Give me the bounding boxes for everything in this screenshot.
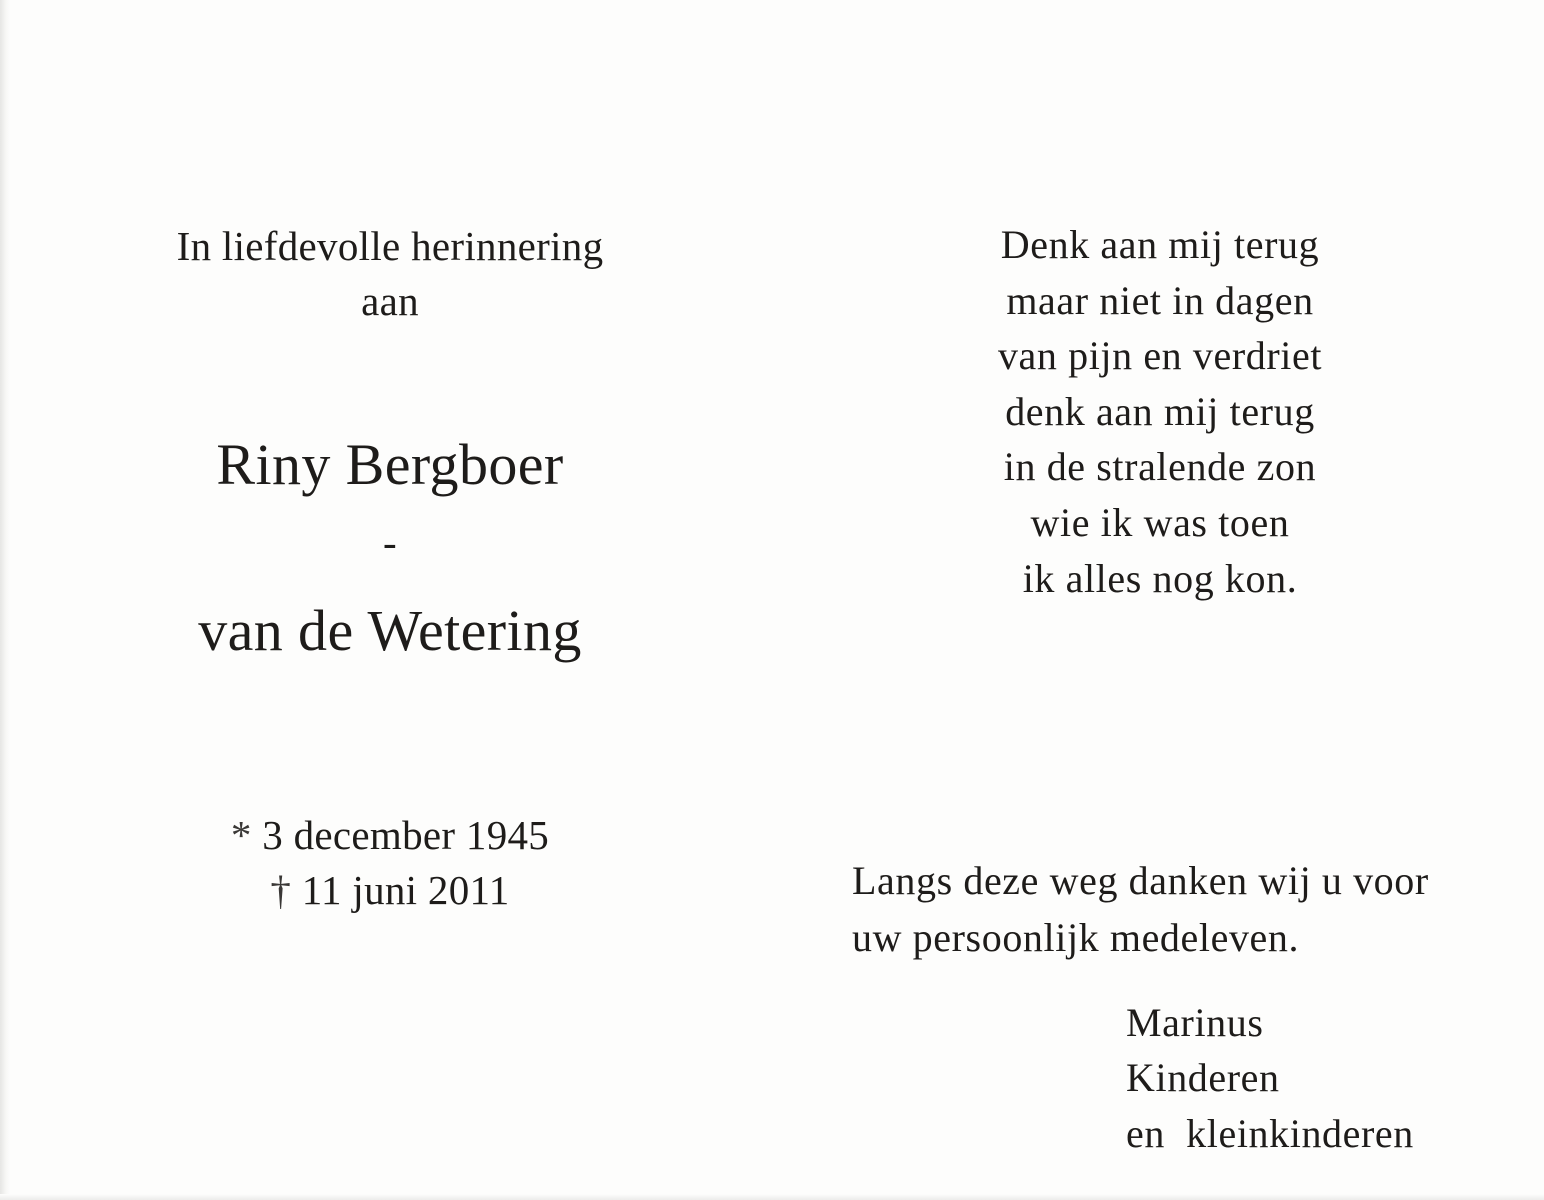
poem-line: in de stralende zon [1003, 444, 1317, 489]
poem-line: maar niet in dagen [1006, 278, 1314, 323]
signature-line-1: Marinus [1126, 1000, 1264, 1045]
name-separator: - [383, 519, 397, 565]
signature-line-3: en kleinkinderen [1126, 1111, 1414, 1156]
card-edge-left [0, 0, 10, 1200]
card-edge-bottom [0, 1194, 1544, 1200]
poem-line: van pijn en verdriet [997, 333, 1323, 378]
signature-line-2: Kinderen [1126, 1055, 1280, 1100]
thanks-line-1: Langs deze weg danken wij u voor [852, 858, 1429, 903]
birth-date-line [90, 812, 690, 858]
name-second: van de Wetering [198, 598, 582, 663]
name-first: Riny Bergboer [216, 432, 564, 497]
birth-date: 3 december 1945 [262, 812, 550, 858]
death-date-line [90, 867, 690, 913]
birth-star-icon: * [230, 812, 252, 858]
poem-line: Denk aan mij terug [1000, 222, 1320, 267]
poem-line: wie ik was toen [1030, 500, 1290, 545]
intro-line-1: In liefdevolle herinnering [176, 223, 604, 269]
intro-line-2: aan [361, 278, 419, 324]
cross-icon: † [270, 867, 292, 913]
poem-line: denk aan mij terug [1005, 389, 1315, 434]
thanks-line-2: uw persoonlijk medeleven. [852, 915, 1300, 960]
death-date: 11 juni 2011 [301, 867, 510, 913]
poem-line: ik alles nog kon. [1022, 556, 1298, 601]
